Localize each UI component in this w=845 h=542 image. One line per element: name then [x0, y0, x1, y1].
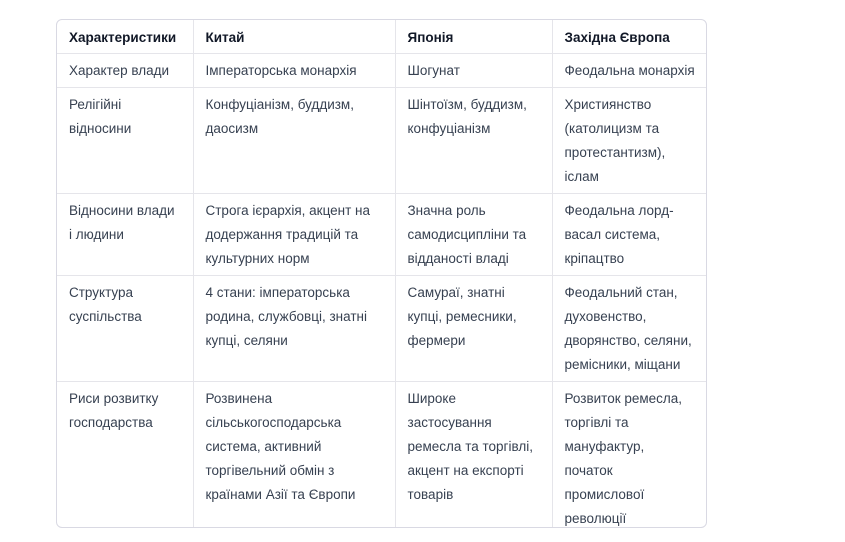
table-cell: Відносини влади і людини — [57, 194, 193, 276]
table-cell: Розвинена сільськогосподарська система, активний торгівельний обмін з країнами Азії та Європи — [193, 382, 395, 529]
table-cell: Шогунат — [395, 54, 552, 88]
table-row — [57, 382, 707, 529]
comparison-table — [57, 20, 707, 528]
table-cell: Феодальна монархія — [552, 54, 707, 88]
table-cell: 4 стани: імператорська родина, службовці, знатні купці, селяни — [193, 276, 395, 382]
table-cell: Релігійні відносини — [57, 88, 193, 194]
table-cell: Конфуціанізм, буддизм, даосизм — [193, 88, 395, 194]
table-cell: Риси розвитку господарства — [57, 382, 193, 529]
header-china: Китай — [193, 20, 395, 54]
table-cell: Строга ієрархія, акцент на додержання традицій та культурних норм — [193, 194, 395, 276]
table-cell: Значна роль самодисципліни та відданості владі — [395, 194, 552, 276]
table-cell: Шінтоїзм, буддизм, конфуціанізм — [395, 88, 552, 194]
table-cell: Феодальний стан, духовенство, дворянство, селяни, ремісники, міщани — [552, 276, 707, 382]
table-cell: Широке застосування ремесла та торгівлі, акцент на експорті товарів — [395, 382, 552, 529]
header-characteristics: Характеристики — [57, 20, 193, 54]
table-cell: Характер влади — [57, 54, 193, 88]
comparison-table-container — [56, 19, 707, 528]
table-cell: Феодальна лорд-васал система, кріпацтво — [552, 194, 707, 276]
table-header-row — [57, 20, 707, 54]
header-japan: Японія — [395, 20, 552, 54]
table-row — [57, 194, 707, 276]
table-row — [57, 54, 707, 88]
table-cell: Структура суспільства — [57, 276, 193, 382]
table-row — [57, 276, 707, 382]
table-cell: Християнство (католицизм та протестантизм), іслам — [552, 88, 707, 194]
table-row — [57, 88, 707, 194]
table-cell: Розвиток ремесла, торгівлі та мануфактур, початок промислової революції — [564, 391, 683, 526]
header-western-europe: Західна Європа — [552, 20, 707, 54]
table-cell: Імператорська монархія — [193, 54, 395, 88]
table-cell: Самураї, знатні купці, ремесники, фермери — [395, 276, 552, 382]
